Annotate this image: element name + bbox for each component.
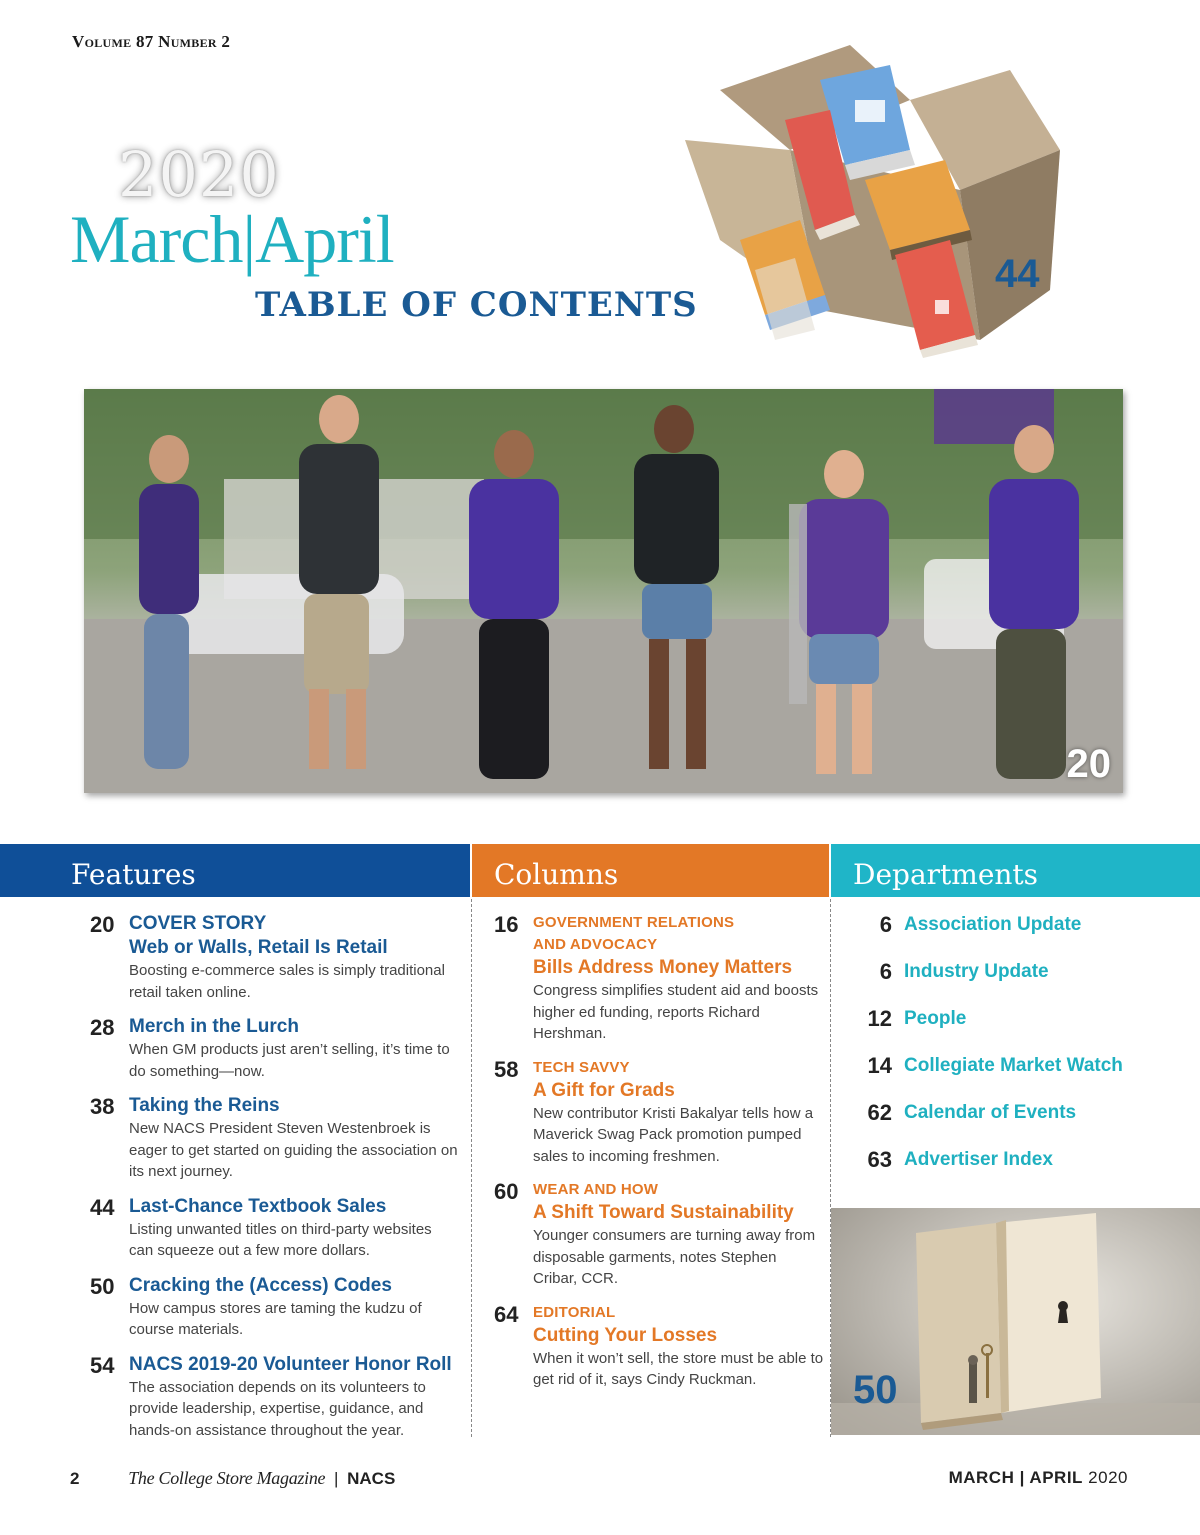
column-description: When it won’t sell, the store must be able to get rid of it, says Cindy Ruckman. bbox=[533, 1349, 824, 1388]
column-item[interactable] bbox=[494, 1057, 824, 1168]
department-title[interactable]: Industry Update bbox=[904, 961, 1049, 982]
feature-description: New NACS President Steven Westenbroek is eager to get started on guiding the association on its next journey. bbox=[129, 1120, 458, 1180]
column-description: Congress simplifies student aid and boosts higher ed funding, reports Richard Hershman. bbox=[533, 982, 819, 1042]
footer-issue bbox=[949, 1468, 1128, 1488]
footer-separator: | bbox=[333, 1469, 339, 1488]
feature-description: Listing unwanted titles on third-party websites can squeeze out a few more dollars. bbox=[129, 1220, 432, 1259]
column-kicker: AND ADVOCACY bbox=[533, 936, 658, 953]
feature-item[interactable] bbox=[88, 1274, 458, 1341]
department-page-number: 63 bbox=[867, 1147, 892, 1172]
department-item[interactable] bbox=[862, 912, 1182, 959]
feature-item[interactable] bbox=[88, 1353, 458, 1442]
column-item[interactable] bbox=[494, 1302, 824, 1391]
columns-list bbox=[494, 912, 824, 1403]
hero-page-number: 20 bbox=[1066, 742, 1111, 786]
department-page-number: 6 bbox=[879, 912, 892, 937]
feature-page-number: 28 bbox=[90, 1015, 115, 1040]
column-description: Younger consumers are turning away from disposable garments, notes Stephen Cribar, CCR. bbox=[533, 1227, 816, 1287]
features-list bbox=[88, 912, 458, 1453]
feature-title[interactable]: Taking the Reins bbox=[129, 1095, 280, 1116]
feature-title[interactable]: Last-Chance Textbook Sales bbox=[129, 1195, 387, 1217]
feature-page-number: 54 bbox=[90, 1352, 115, 1378]
department-item[interactable] bbox=[862, 1100, 1182, 1147]
column-item[interactable] bbox=[494, 1179, 824, 1290]
feature-title[interactable]: Merch in the Lurch bbox=[129, 1016, 299, 1037]
column-kicker: GOVERNMENT RELATIONS bbox=[533, 914, 735, 931]
column-title[interactable]: Bills Address Money Matters bbox=[533, 957, 793, 978]
column-title[interactable]: A Gift for Grads bbox=[533, 1079, 675, 1101]
departments-list bbox=[862, 912, 1182, 1194]
feature-description: The association depends on its volunteers to provide leadership, expertise, guidance, and hands-on assistance throughout the year. bbox=[129, 1378, 426, 1439]
column-page-number: 16 bbox=[494, 912, 519, 937]
column-page-number: 58 bbox=[494, 1056, 519, 1082]
columns-header: Columns bbox=[472, 844, 829, 897]
footer-issue-year: 2020 bbox=[1088, 1468, 1128, 1487]
features-header: Features bbox=[0, 844, 470, 897]
feature-kicker: COVER STORY bbox=[129, 913, 267, 934]
book-page-number: 50 bbox=[853, 1368, 898, 1412]
feature-title[interactable]: Cracking the (Access) Codes bbox=[129, 1274, 392, 1296]
feature-page-number: 38 bbox=[90, 1094, 115, 1119]
column-kicker: EDITORIAL bbox=[533, 1303, 616, 1321]
column-kicker: TECH SAVVY bbox=[533, 1058, 630, 1076]
volume-number: Volume 87 Number 2 bbox=[72, 32, 231, 51]
issue-year: 2020 bbox=[118, 138, 280, 211]
feature-item[interactable] bbox=[88, 912, 458, 1003]
department-page-number: 14 bbox=[867, 1053, 892, 1078]
department-page-number: 62 bbox=[867, 1100, 892, 1125]
department-title[interactable]: Collegiate Market Watch bbox=[904, 1055, 1123, 1076]
feature-title[interactable]: Web or Walls, Retail Is Retail bbox=[129, 937, 388, 958]
department-title[interactable]: Association Update bbox=[904, 914, 1082, 935]
column-description: New contributor Kristi Bakalyar tells how a Maverick Swag Pack promotion pumped sales to incoming freshmen. bbox=[533, 1104, 814, 1165]
org-name: NACS bbox=[347, 1469, 396, 1488]
feature-description: When GM products just aren’t selling, it’s time to do something—now. bbox=[129, 1041, 450, 1080]
departments-header: Departments bbox=[831, 844, 1200, 897]
keyhole-book-photo bbox=[831, 1208, 1200, 1435]
department-item[interactable] bbox=[862, 1053, 1182, 1100]
feature-title[interactable]: NACS 2019-20 Volunteer Honor Roll bbox=[129, 1353, 452, 1375]
page-number: 2 bbox=[70, 1469, 80, 1488]
feature-item[interactable] bbox=[88, 1195, 458, 1262]
department-item[interactable] bbox=[862, 959, 1182, 1006]
column-page-number: 64 bbox=[494, 1301, 519, 1327]
feature-description: How campus stores are taming the kudzu of course materials. bbox=[129, 1299, 422, 1338]
department-title[interactable]: Advertiser Index bbox=[904, 1149, 1053, 1170]
column-kicker: WEAR AND HOW bbox=[533, 1181, 659, 1198]
department-page-number: 6 bbox=[879, 959, 892, 984]
department-title[interactable]: Calendar of Events bbox=[904, 1102, 1077, 1123]
department-page-number: 12 bbox=[867, 1006, 892, 1031]
column-title[interactable]: Cutting Your Losses bbox=[533, 1324, 718, 1346]
column-title[interactable]: A Shift Toward Sustainability bbox=[533, 1202, 794, 1223]
department-item[interactable] bbox=[862, 1147, 1182, 1194]
textbook-box-illustration bbox=[680, 40, 1080, 360]
feature-page-number: 44 bbox=[90, 1194, 115, 1220]
footer-left bbox=[70, 1468, 395, 1489]
column-divider bbox=[471, 899, 472, 1437]
column-page-number: 60 bbox=[494, 1179, 519, 1204]
feature-page-number: 20 bbox=[90, 912, 115, 937]
feature-item[interactable] bbox=[88, 1015, 458, 1082]
box-page-number: 44 bbox=[995, 252, 1040, 296]
feature-page-number: 50 bbox=[90, 1273, 115, 1299]
department-title[interactable]: People bbox=[904, 1008, 967, 1029]
students-walking-photo bbox=[84, 389, 1123, 793]
department-item[interactable] bbox=[862, 1006, 1182, 1053]
column-item[interactable] bbox=[494, 912, 824, 1045]
footer-issue-months: MARCH | APRIL bbox=[948, 1468, 1083, 1487]
toc-title: TABLE OF CONTENTS bbox=[255, 285, 698, 325]
feature-item[interactable] bbox=[88, 1094, 458, 1183]
feature-description: Boosting e-commerce sales is simply traditional retail taken online. bbox=[129, 962, 445, 1001]
magazine-title: The College Store Magazine bbox=[128, 1468, 326, 1488]
issue-months: March|April bbox=[70, 201, 394, 277]
